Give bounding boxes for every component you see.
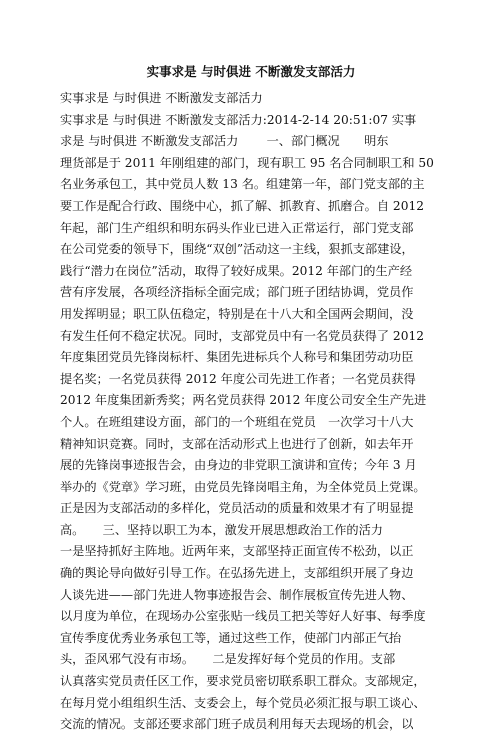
document-title: 实事求是 与时俱进 不断激发支部活力 (146, 64, 356, 79)
body-line: 头，歪风邪气没有市场。 二是发挥好每个党员的作用。支部 (60, 652, 396, 667)
body-line: 实事求是 与时俱进 不断激发支部活力:2014-2-14 20:51:07 实事 (60, 112, 417, 127)
body-line: 营有序发展，各项经济指标全面完成；部门班子团结协调，党员作 (60, 285, 414, 300)
body-line: 一是坚持抓好主阵地。近两年来，支部坚持正面宣传不松劲，以正 (60, 544, 414, 559)
body-line: 提名奖；一名党员获得 2012 年度公司先进工作者；一名党员获得 (60, 371, 416, 386)
body-line: 正是因为支部活动的多样化，党员活动的质量和效果才有了明显提 (60, 501, 414, 516)
body-line: 认真落实党员责任区工作，要求党员密切联系职工群众。支部规定， (60, 674, 426, 689)
document-body (60, 88, 442, 736)
body-line: 用发挥明显；职工队伍稳定，特别是在十八大和全国两会期间，没 (60, 306, 414, 321)
body-line: 要工作是配合行政、围绕中心，抓了解、抓教育、抓磨合。自 2012 (60, 198, 424, 213)
body-line: 确的舆论导向做好引导工作。在弘扬先进上，支部组织开展了身边 (60, 566, 414, 581)
body-line: 名业务承包工，其中党员人数 13 名。组建第一年，部门党支部的主 (60, 177, 425, 192)
body-line: 个人。在班组建设方面，部门的一个班组在党员 一次学习十八大 (60, 414, 414, 429)
body-line: 宣传季度优秀业务承包工等，通过这些工作，使部门内部正气抬 (60, 630, 402, 645)
body-line: 有发生任何不稳定状况。同时，支部党员中有一名党员获得了 2012 (60, 328, 424, 343)
body-line: 年起，部门生产组织和明东码头作业已进入正常运行，部门党支部 (60, 220, 414, 235)
body-line: 交流的情况。支部还要求部门班子成员利用每天去现场的机会，以 (60, 717, 414, 732)
body-line: 人谈先进——部门先进人物事迹报告会、制作展板宣传先进人物、 (60, 587, 414, 602)
body-line: 高。 三、坚持以职工为本，激发开展思想政治工作的活力 (60, 522, 408, 537)
body-line: 展的先锋岗事迹报告会，由身边的非党职工演讲和宣传；今年 3 月 (60, 458, 417, 473)
body-line: 在公司党委的领导下，围绕“双创”活动这一主线，狠抓支部建设， (60, 242, 414, 257)
body-line: 实事求是 与时俱进 不断激发支部活力 (60, 91, 263, 105)
body-line: 理货部是于 2011 年刚组建的部门，现有职工 95 名合同制职工和 50 (60, 155, 434, 170)
body-line: 践行“潜力在岗位”活动，取得了较好成果。2012 年部门的生产经 (60, 263, 413, 278)
body-line: 年度集团党员先锋岗标杆、集团先进标兵个人称号和集团劳动功臣 (60, 350, 414, 365)
body-line: 举办的《党章》学习班，由党员先锋岗唱主角，为全体党员上党课。 (60, 479, 426, 494)
body-line: 求是 与时俱进 不断激发支部活力 一、部门概况 明东 (60, 134, 389, 149)
body-line: 以月度为单位，在现场办公室张贴一线员工把关等好人好事、每季度 (60, 609, 426, 624)
body-line: 精神知识竞赛。同时，支部在活动形式上也进行了创新，如去年开 (60, 436, 414, 451)
body-line: 在每月党小组组织生活、支委会上，每个党员必须汇报与职工谈心、 (60, 695, 426, 710)
body-line: 2012 年度集团新秀奖；两名党员获得 2012 年度公司安全生产先进 (60, 393, 427, 408)
